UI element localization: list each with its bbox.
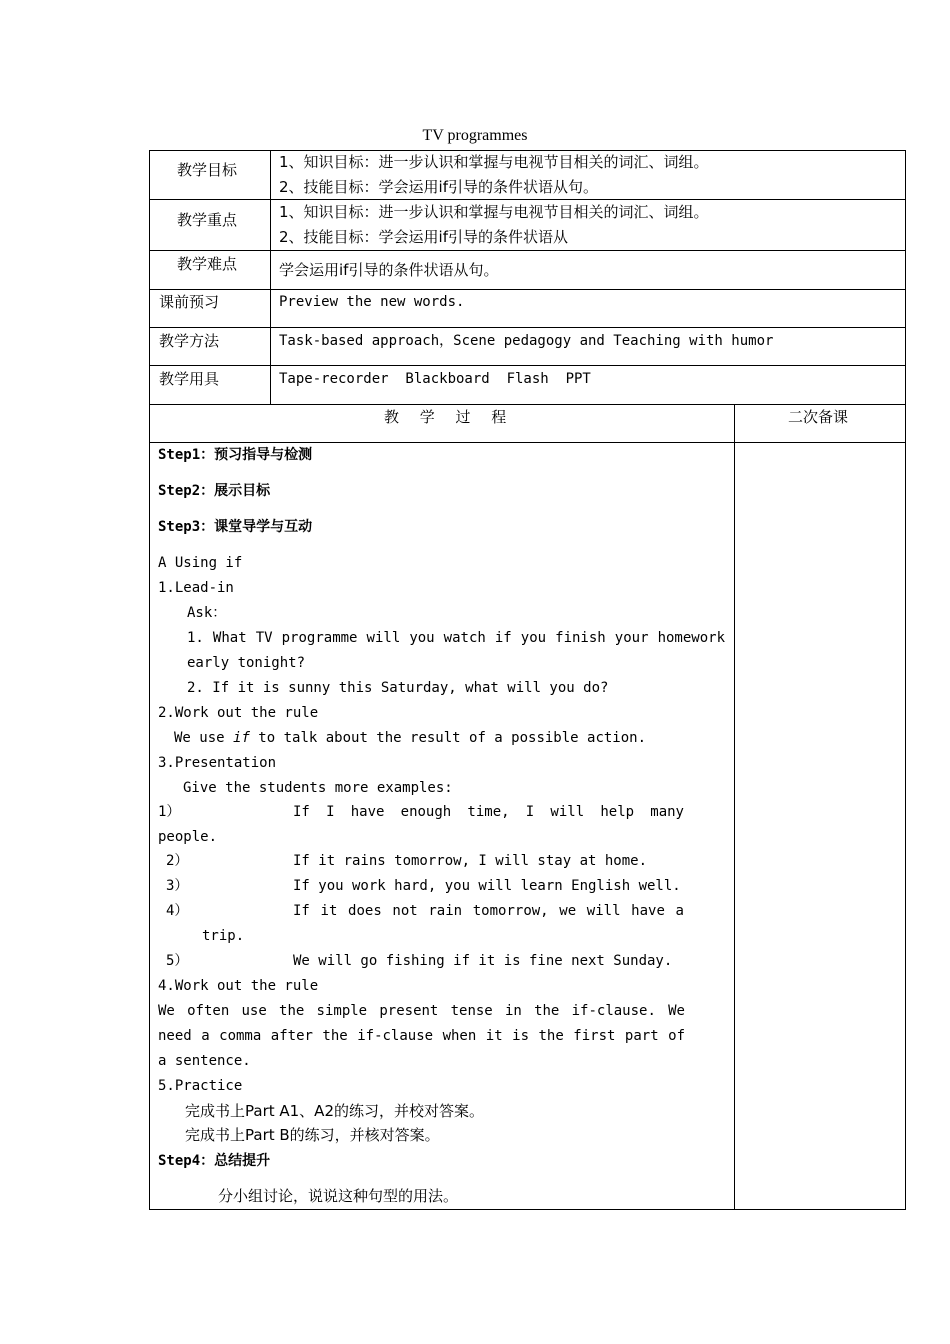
rule-2-line-3: a sentence. — [158, 1053, 251, 1069]
question-1-line-1: 1. What TV programme will you watch if you finish your homework — [187, 630, 725, 646]
process-header: 教 学 过 程 — [384, 408, 515, 426]
practice-item-1: 完成书上Part A1、A2的练习，并校对答案。 — [185, 1102, 484, 1120]
example-4-line-2: trip. — [202, 928, 245, 944]
examples-intro: Give the students more examples: — [183, 780, 453, 796]
question-1-line-2: early tonight? — [187, 655, 306, 671]
ask-label: Ask： — [187, 605, 227, 621]
objectives-line-2: 2、技能目标：学会运用if引导的条件状语从句。 — [279, 178, 598, 196]
question-2: 2. If it is sunny this Saturday, what will you do? — [187, 680, 609, 696]
rule-1-text-post: to talk about the result of a possible action. — [249, 730, 647, 746]
row-label-preview: 课前预习 — [159, 293, 220, 311]
step-2-heading: Step2：展示目标 — [158, 483, 271, 499]
key-points-line-2: 2、技能目标：学会运用if引导的条件状语从 — [279, 228, 568, 246]
row-divider — [149, 250, 906, 251]
example-2-number: 2） — [166, 853, 189, 869]
example-3: If you work hard, you will learn English well. — [293, 878, 681, 894]
example-1-number: 1） — [158, 804, 181, 820]
row-divider — [149, 327, 906, 328]
rule-1-if-word: if — [233, 730, 250, 746]
lead-in-heading: 1.Lead-in — [158, 580, 234, 596]
tools-text: Tape-recorder Blackboard Flash PPT — [279, 371, 591, 387]
example-2: If it rains tomorrow, I will stay at home. — [293, 853, 648, 869]
example-5-number: 5） — [166, 953, 189, 969]
row-label-methods: 教学方法 — [159, 332, 220, 350]
step-3-heading: Step3：课堂导学与互动 — [158, 519, 313, 535]
example-1-line-1: If I have enough time, I will help many — [293, 804, 684, 820]
example-1-line-2: people. — [158, 829, 218, 845]
row-label-key-points: 教学重点 — [177, 211, 238, 229]
label-column-divider — [270, 150, 271, 404]
example-4-number: 4） — [166, 903, 189, 919]
practice-item-2: 完成书上Part B的练习，并核对答案。 — [185, 1126, 440, 1144]
methods-text: Task-based approach，Scene pedagogy and Teaching with humor — [279, 333, 774, 349]
presentation-heading: 3.Presentation — [158, 755, 277, 771]
practice-heading: 5.Practice — [158, 1078, 243, 1094]
objectives-line-1: 1、知识目标：进一步认识和掌握与电视节目相关的词汇、词组。 — [279, 153, 709, 171]
rule-1-text-pre: We use — [174, 730, 234, 746]
notes-header: 二次备课 — [788, 408, 849, 426]
rule-2-line-2: need a comma after the if-clause when it is the first part of — [158, 1028, 685, 1044]
row-label-tools: 教学用具 — [159, 370, 220, 388]
step-1-heading: Step1：预习指导与检测 — [158, 447, 313, 463]
example-4-line-1: If it does not rain tomorrow, we will have a — [293, 903, 684, 919]
section-a-heading: A Using if — [158, 555, 243, 571]
notes-column-divider — [734, 404, 735, 1210]
rule-2-heading: 4.Work out the rule — [158, 978, 319, 994]
rule-1-heading: 2.Work out the rule — [158, 705, 319, 721]
row-label-difficulties: 教学难点 — [177, 255, 238, 273]
step-4-heading: Step4：总结提升 — [158, 1153, 271, 1169]
document-title: TV programmes — [422, 127, 528, 144]
rule-1-text — [174, 726, 646, 751]
key-points-line-1: 1、知识目标：进一步认识和掌握与电视节目相关的词汇、词组。 — [279, 203, 709, 221]
difficulties-line: 学会运用if引导的条件状语从句。 — [279, 261, 499, 279]
example-3-number: 3） — [166, 878, 189, 894]
row-divider — [149, 289, 906, 290]
row-divider — [149, 365, 906, 366]
preview-text: Preview the new words. — [279, 294, 465, 310]
rule-2-line-1: We often use the simple present tense in the if-clause. We — [158, 1003, 685, 1019]
row-label-objectives: 教学目标 — [177, 161, 238, 179]
summary-text: 分小组讨论，说说这种句型的用法。 — [218, 1187, 459, 1205]
example-5: We will go fishing if it is fine next Sunday. — [293, 953, 673, 969]
